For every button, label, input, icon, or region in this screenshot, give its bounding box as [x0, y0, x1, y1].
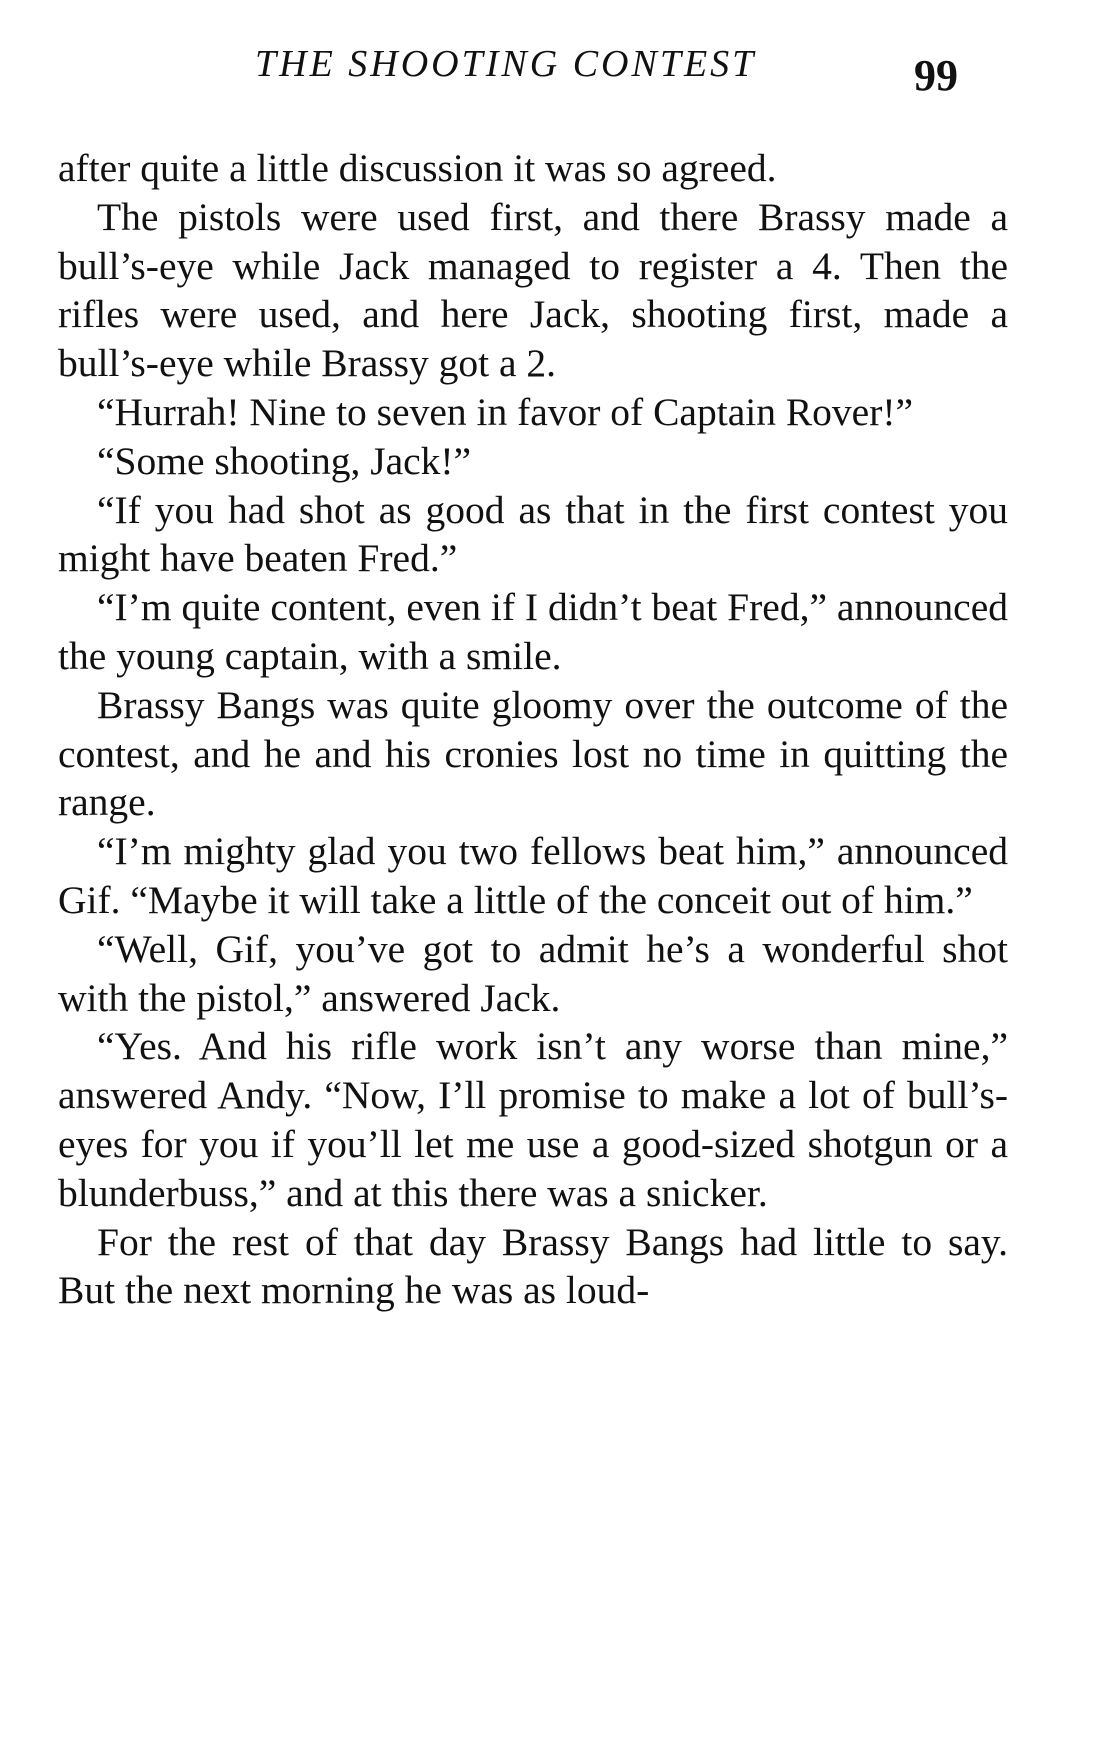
page-header	[58, 30, 1008, 100]
paragraph: The pistols were used first, and there Brassy made a bull’s-eye while Jack managed to register a 4. Then the rifles were used, and here Jack, shooting first, made a bull’s-eye while Brassy got a 2.	[58, 194, 1008, 386]
page-number: 99	[914, 51, 958, 100]
paragraph: “Well, Gif, you’ve got to admit he’s a wonderful shot with the pistol,” answered Jack.	[58, 926, 1008, 1020]
paragraph: “I’m quite content, even if I didn’t beat Fred,” announced the young captain, with a smile.	[58, 585, 1008, 678]
book-page	[58, 30, 1008, 1315]
paragraph: “Some shooting, Jack!”	[97, 438, 472, 483]
paragraph: “If you had shot as good as that in the first contest you might have beaten Fred.”	[58, 487, 1008, 581]
paragraph: For the rest of that day Brassy Bangs had little to say. But the next morning he was as loud-	[58, 1219, 1008, 1313]
paragraph: after quite a little discussion it was so agreed.	[58, 146, 777, 190]
running-head: THE SHOOTING CONTEST	[255, 43, 757, 85]
paragraph: “Hurrah! Nine to seven in favor of Captain Rover!”	[97, 389, 914, 434]
body-text	[58, 144, 1008, 1315]
paragraph: “Yes. And his rifle work isn’t any worse than mine,” answered Andy. “Now, I’ll promise to make a lot of bull’s-eyes for you if you’ll let me use a good-sized shotgun or a blunderbuss,” and at this there was a snicker.	[58, 1024, 1008, 1215]
paragraph: “I’m mighty glad you two fellows beat him,” announced Gif. “Maybe it will take a little of the conceit out of him.”	[58, 829, 1008, 922]
paragraph: Brassy Bangs was quite gloomy over the outcome of the contest, and he and his cronies lost no time in quitting the range.	[58, 682, 1008, 825]
